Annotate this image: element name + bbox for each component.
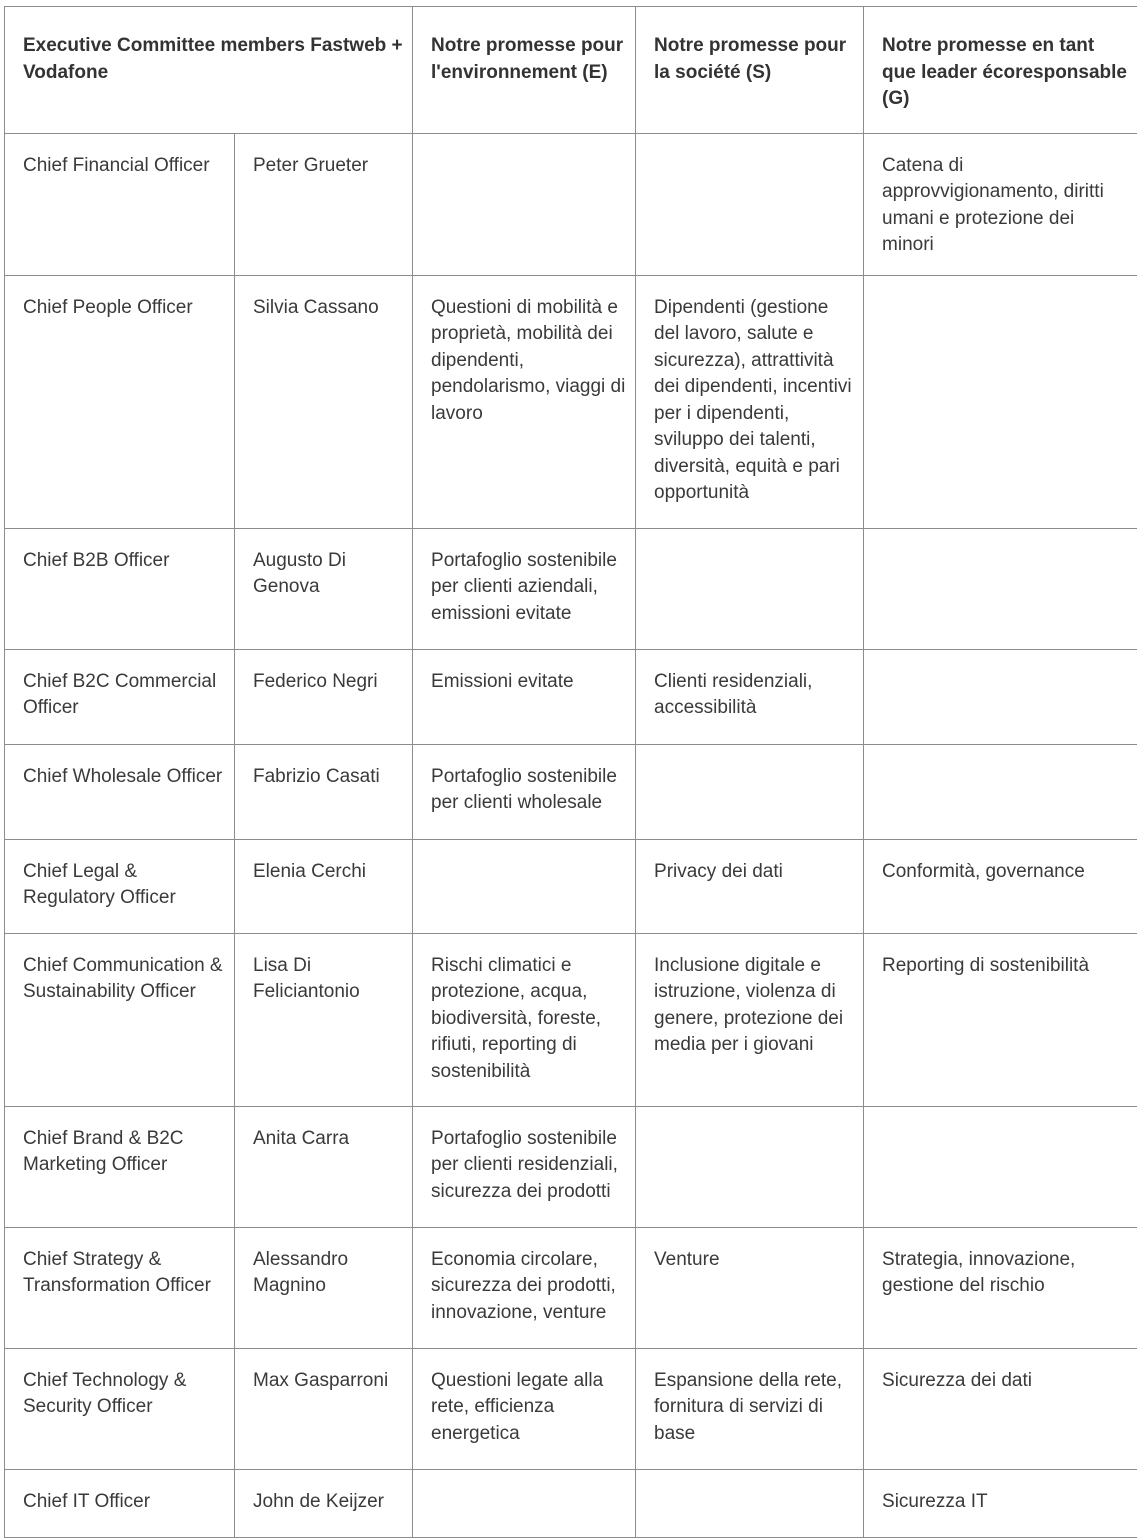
environment-cell: Rischi climatici e protezione, acqua, biodiversità, foreste, rifiuti, reporting di sostenibilità <box>413 933 636 1106</box>
society-cell <box>636 1106 864 1227</box>
environment-cell: Portafoglio sostenibile per clienti aziendali, emissioni evitate <box>413 528 636 649</box>
table-row <box>5 1227 1137 1348</box>
name-cell: Alessandro Magnino <box>235 1227 413 1348</box>
table-row <box>5 933 1137 1106</box>
governance-cell: Catena di approvvigionamento, diritti umani e protezione dei minori <box>864 133 1137 275</box>
executive-committee-table <box>4 6 1137 1538</box>
table-row <box>5 649 1137 744</box>
governance-cell <box>864 744 1137 839</box>
governance-cell: Strategia, innovazione, gestione del rischio <box>864 1227 1137 1348</box>
environment-cell <box>413 1469 636 1537</box>
role-cell: Chief IT Officer <box>5 1469 235 1537</box>
environment-cell: Portafoglio sostenibile per clienti residenziali, sicurezza dei prodotti <box>413 1106 636 1227</box>
name-cell: Max Gasparroni <box>235 1348 413 1469</box>
society-cell <box>636 528 864 649</box>
environment-cell: Questioni di mobilità e proprietà, mobilità dei dipendenti, pendolarismo, viaggi di lavoro <box>413 275 636 528</box>
governance-cell <box>864 528 1137 649</box>
society-cell: Clienti residenziali, accessibilità <box>636 649 864 744</box>
society-cell <box>636 133 864 275</box>
role-cell: Chief B2C Commercial Officer <box>5 649 235 744</box>
role-cell: Chief Wholesale Officer <box>5 744 235 839</box>
society-cell: Espansione della rete, fornitura di servizi di base <box>636 1348 864 1469</box>
governance-cell <box>864 649 1137 744</box>
role-cell: Chief Brand & B2C Marketing Officer <box>5 1106 235 1227</box>
governance-cell <box>864 275 1137 528</box>
name-cell: Peter Grueter <box>235 133 413 275</box>
governance-cell: Sicurezza IT <box>864 1469 1137 1537</box>
name-cell: Elenia Cerchi <box>235 839 413 933</box>
society-cell: Venture <box>636 1227 864 1348</box>
table-row <box>5 839 1137 933</box>
table-row <box>5 275 1137 528</box>
table-row <box>5 744 1137 839</box>
role-cell: Chief Financial Officer <box>5 133 235 275</box>
role-cell: Chief Technology & Security Officer <box>5 1348 235 1469</box>
role-cell: Chief Communication & Sustainability Officer <box>5 933 235 1106</box>
header-governance: Notre promesse en tant que leader écoresponsable (G) <box>864 7 1137 134</box>
role-cell: Chief People Officer <box>5 275 235 528</box>
environment-cell: Questioni legate alla rete, efficienza energetica <box>413 1348 636 1469</box>
name-cell: Anita Carra <box>235 1106 413 1227</box>
table-row <box>5 1348 1137 1469</box>
role-cell: Chief Legal & Regulatory Officer <box>5 839 235 933</box>
environment-cell: Portafoglio sostenibile per clienti wholesale <box>413 744 636 839</box>
header-society: Notre promesse pour la société (S) <box>636 7 864 134</box>
governance-cell: Conformità, governance <box>864 839 1137 933</box>
governance-cell: Reporting di sostenibilità <box>864 933 1137 1106</box>
environment-cell <box>413 839 636 933</box>
governance-cell <box>864 1106 1137 1227</box>
role-cell: Chief Strategy & Transformation Officer <box>5 1227 235 1348</box>
environment-cell: Economia circolare, sicurezza dei prodotti, innovazione, venture <box>413 1227 636 1348</box>
governance-cell: Sicurezza dei dati <box>864 1348 1137 1469</box>
role-cell: Chief B2B Officer <box>5 528 235 649</box>
name-cell: Lisa Di Feliciantonio <box>235 933 413 1106</box>
table-row <box>5 1469 1137 1537</box>
table-row <box>5 1106 1137 1227</box>
society-cell <box>636 1469 864 1537</box>
name-cell: Augusto Di Genova <box>235 528 413 649</box>
environment-cell: Emissioni evitate <box>413 649 636 744</box>
name-cell: Fabrizio Casati <box>235 744 413 839</box>
society-cell: Dipendenti (gestione del lavoro, salute e sicurezza), attrattività dei dipendenti, incentivi per i dipendenti, sviluppo dei talenti, diversità, equità e pari opportunità <box>636 275 864 528</box>
name-cell: Silvia Cassano <box>235 275 413 528</box>
name-cell: Federico Negri <box>235 649 413 744</box>
environment-cell <box>413 133 636 275</box>
society-cell: Privacy dei dati <box>636 839 864 933</box>
society-cell <box>636 744 864 839</box>
name-cell: John de Keijzer <box>235 1469 413 1537</box>
header-members: Executive Committee members Fastweb + Vodafone <box>5 7 413 134</box>
header-environment: Notre promesse pour l'environnement (E) <box>413 7 636 134</box>
table-header-row <box>5 7 1137 134</box>
table-row <box>5 133 1137 275</box>
table-row <box>5 528 1137 649</box>
society-cell: Inclusione digitale e istruzione, violenza di genere, protezione dei media per i giovani <box>636 933 864 1106</box>
